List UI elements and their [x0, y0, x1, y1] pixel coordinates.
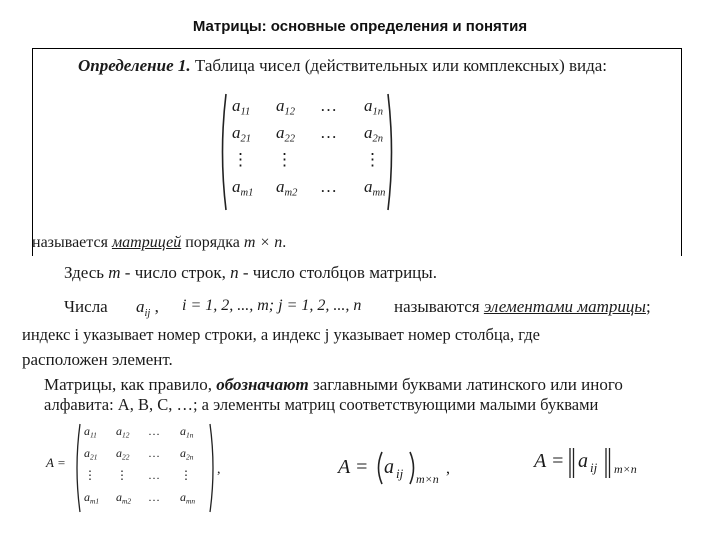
bottom-matrix-comma: ,	[217, 462, 221, 477]
aij-symbol	[136, 297, 159, 319]
para1-mid2: - число столбцов матрицы.	[238, 263, 437, 282]
semicolon: ;	[645, 297, 651, 316]
notation1-comma: ,	[446, 460, 450, 477]
para1-pre: Здесь	[64, 263, 109, 282]
para-elements-line2: индекс i указывает номер строки, а индекс j указывает номер столбца, где	[22, 325, 540, 344]
definition-heading	[78, 56, 607, 76]
definition-text: Таблица чисел (действительных или комплексных) вида:	[194, 56, 608, 75]
numbers-word: Числа	[64, 297, 108, 316]
para-elements-line3: расположен элемент.	[22, 350, 173, 369]
matrix-cell: $a_{m1}$	[84, 490, 100, 506]
left-paren-icon	[218, 92, 228, 212]
var-m: m	[108, 263, 121, 282]
matrix-cell: $a_{m1}$	[232, 177, 254, 199]
bottom-left-paren-icon	[74, 422, 82, 514]
para-notation-line2: алфавита: A, B, C, …; а элементы матриц соответствующими малыми буквами	[44, 395, 599, 414]
after-end: .	[282, 234, 287, 251]
matrix-cell: ⋮	[276, 150, 293, 169]
matrix-cell: ⋮	[180, 468, 192, 482]
called-word: называются	[394, 297, 484, 316]
matrix-cell: ⋮	[84, 468, 96, 482]
aij-comma: ,	[150, 297, 159, 316]
after-pre: называется	[32, 234, 112, 251]
term-elements: элементами матрицы	[483, 297, 646, 316]
notation2-a: a	[578, 450, 588, 472]
slide-title: Матрицы: основные определения и понятия	[192, 18, 528, 35]
called-elements	[394, 297, 651, 317]
matrix-cell: …	[148, 424, 160, 438]
bottom-right-paren-icon	[208, 422, 216, 514]
matrix-cell: …	[320, 123, 337, 142]
matrix-cell: $a_{22}$	[276, 123, 296, 145]
notation-norm	[534, 446, 674, 486]
matrix-cell: $a_{2n}$	[364, 123, 384, 145]
matrix-cell: …	[148, 490, 160, 504]
matrix-cell: $a_{11}$	[84, 424, 97, 440]
term-matrix: матрицей	[111, 234, 182, 251]
para-notation-line1	[44, 375, 623, 395]
matrix-cell: $a_{mn}$	[364, 177, 386, 199]
matrix-cell: ⋮	[116, 468, 128, 482]
matrix-cell: $a_{21}$	[84, 446, 98, 462]
para-rows-cols	[64, 263, 437, 283]
notation1-sub: m×n	[416, 472, 439, 486]
matrix-cell: $a_{1n}$	[180, 424, 194, 440]
p3-post: заглавными буквами латинского или иного	[308, 375, 623, 394]
definition-label: Определение 1.	[78, 56, 191, 75]
notation2-left-bars-icon	[568, 446, 576, 480]
matrix-cell: ⋮	[232, 150, 249, 169]
para1-mid1: - число строк,	[120, 263, 231, 282]
matrix-cell: $a_{22}$	[116, 446, 130, 462]
matrix-cell: $a_{21}$	[232, 123, 252, 145]
notation2-right-bars-icon	[604, 446, 612, 480]
notation2-sub: m×n	[614, 462, 637, 476]
index-range: i = 1, 2, ..., m; j = 1, 2, ..., n	[182, 297, 362, 314]
matrix-cell: $a_{12}$	[116, 424, 130, 440]
var-n: n	[230, 263, 239, 282]
matrix-cell: $a_{12}$	[276, 96, 296, 118]
matrix-cell: ⋮	[364, 150, 381, 169]
notation1-a: a	[384, 456, 394, 478]
order-mxn: m × n	[243, 234, 283, 251]
notation1-left-paren-icon	[374, 450, 384, 486]
matrix-cell: $a_{11}$	[232, 96, 251, 118]
notation1-lhs: A =	[338, 456, 369, 478]
matrix-cell: …	[320, 177, 337, 196]
right-paren-icon	[386, 92, 396, 212]
matrix-cell: $a_{m2}$	[276, 177, 298, 199]
matrix-cell: $a_{mn}$	[180, 490, 196, 506]
notation1-ij: ij	[396, 466, 404, 481]
aij-a: a	[136, 297, 145, 316]
term-denote: обозначают	[216, 375, 309, 394]
matrix-cell: …	[148, 468, 160, 482]
bottom-matrix	[74, 422, 224, 514]
para-elements-line1	[64, 297, 108, 317]
matrix-cell: $a_{1n}$	[364, 96, 384, 118]
definition-matrix	[218, 92, 398, 212]
aij-sub: ij	[144, 308, 151, 320]
notation2-lhs: A =	[534, 450, 565, 472]
bottom-matrix-lhs: A =	[46, 455, 66, 470]
notation-paren	[338, 450, 478, 490]
after-mid: порядка	[181, 234, 244, 251]
notation2-ij: ij	[590, 460, 598, 475]
matrix-cell: …	[148, 446, 160, 460]
definition-after	[32, 234, 286, 252]
p3-pre: Матрицы, как правило,	[44, 375, 217, 394]
matrix-cell: $a_{2n}$	[180, 446, 194, 462]
matrix-cell: …	[320, 96, 337, 115]
matrix-cell: $a_{m2}$	[116, 490, 132, 506]
